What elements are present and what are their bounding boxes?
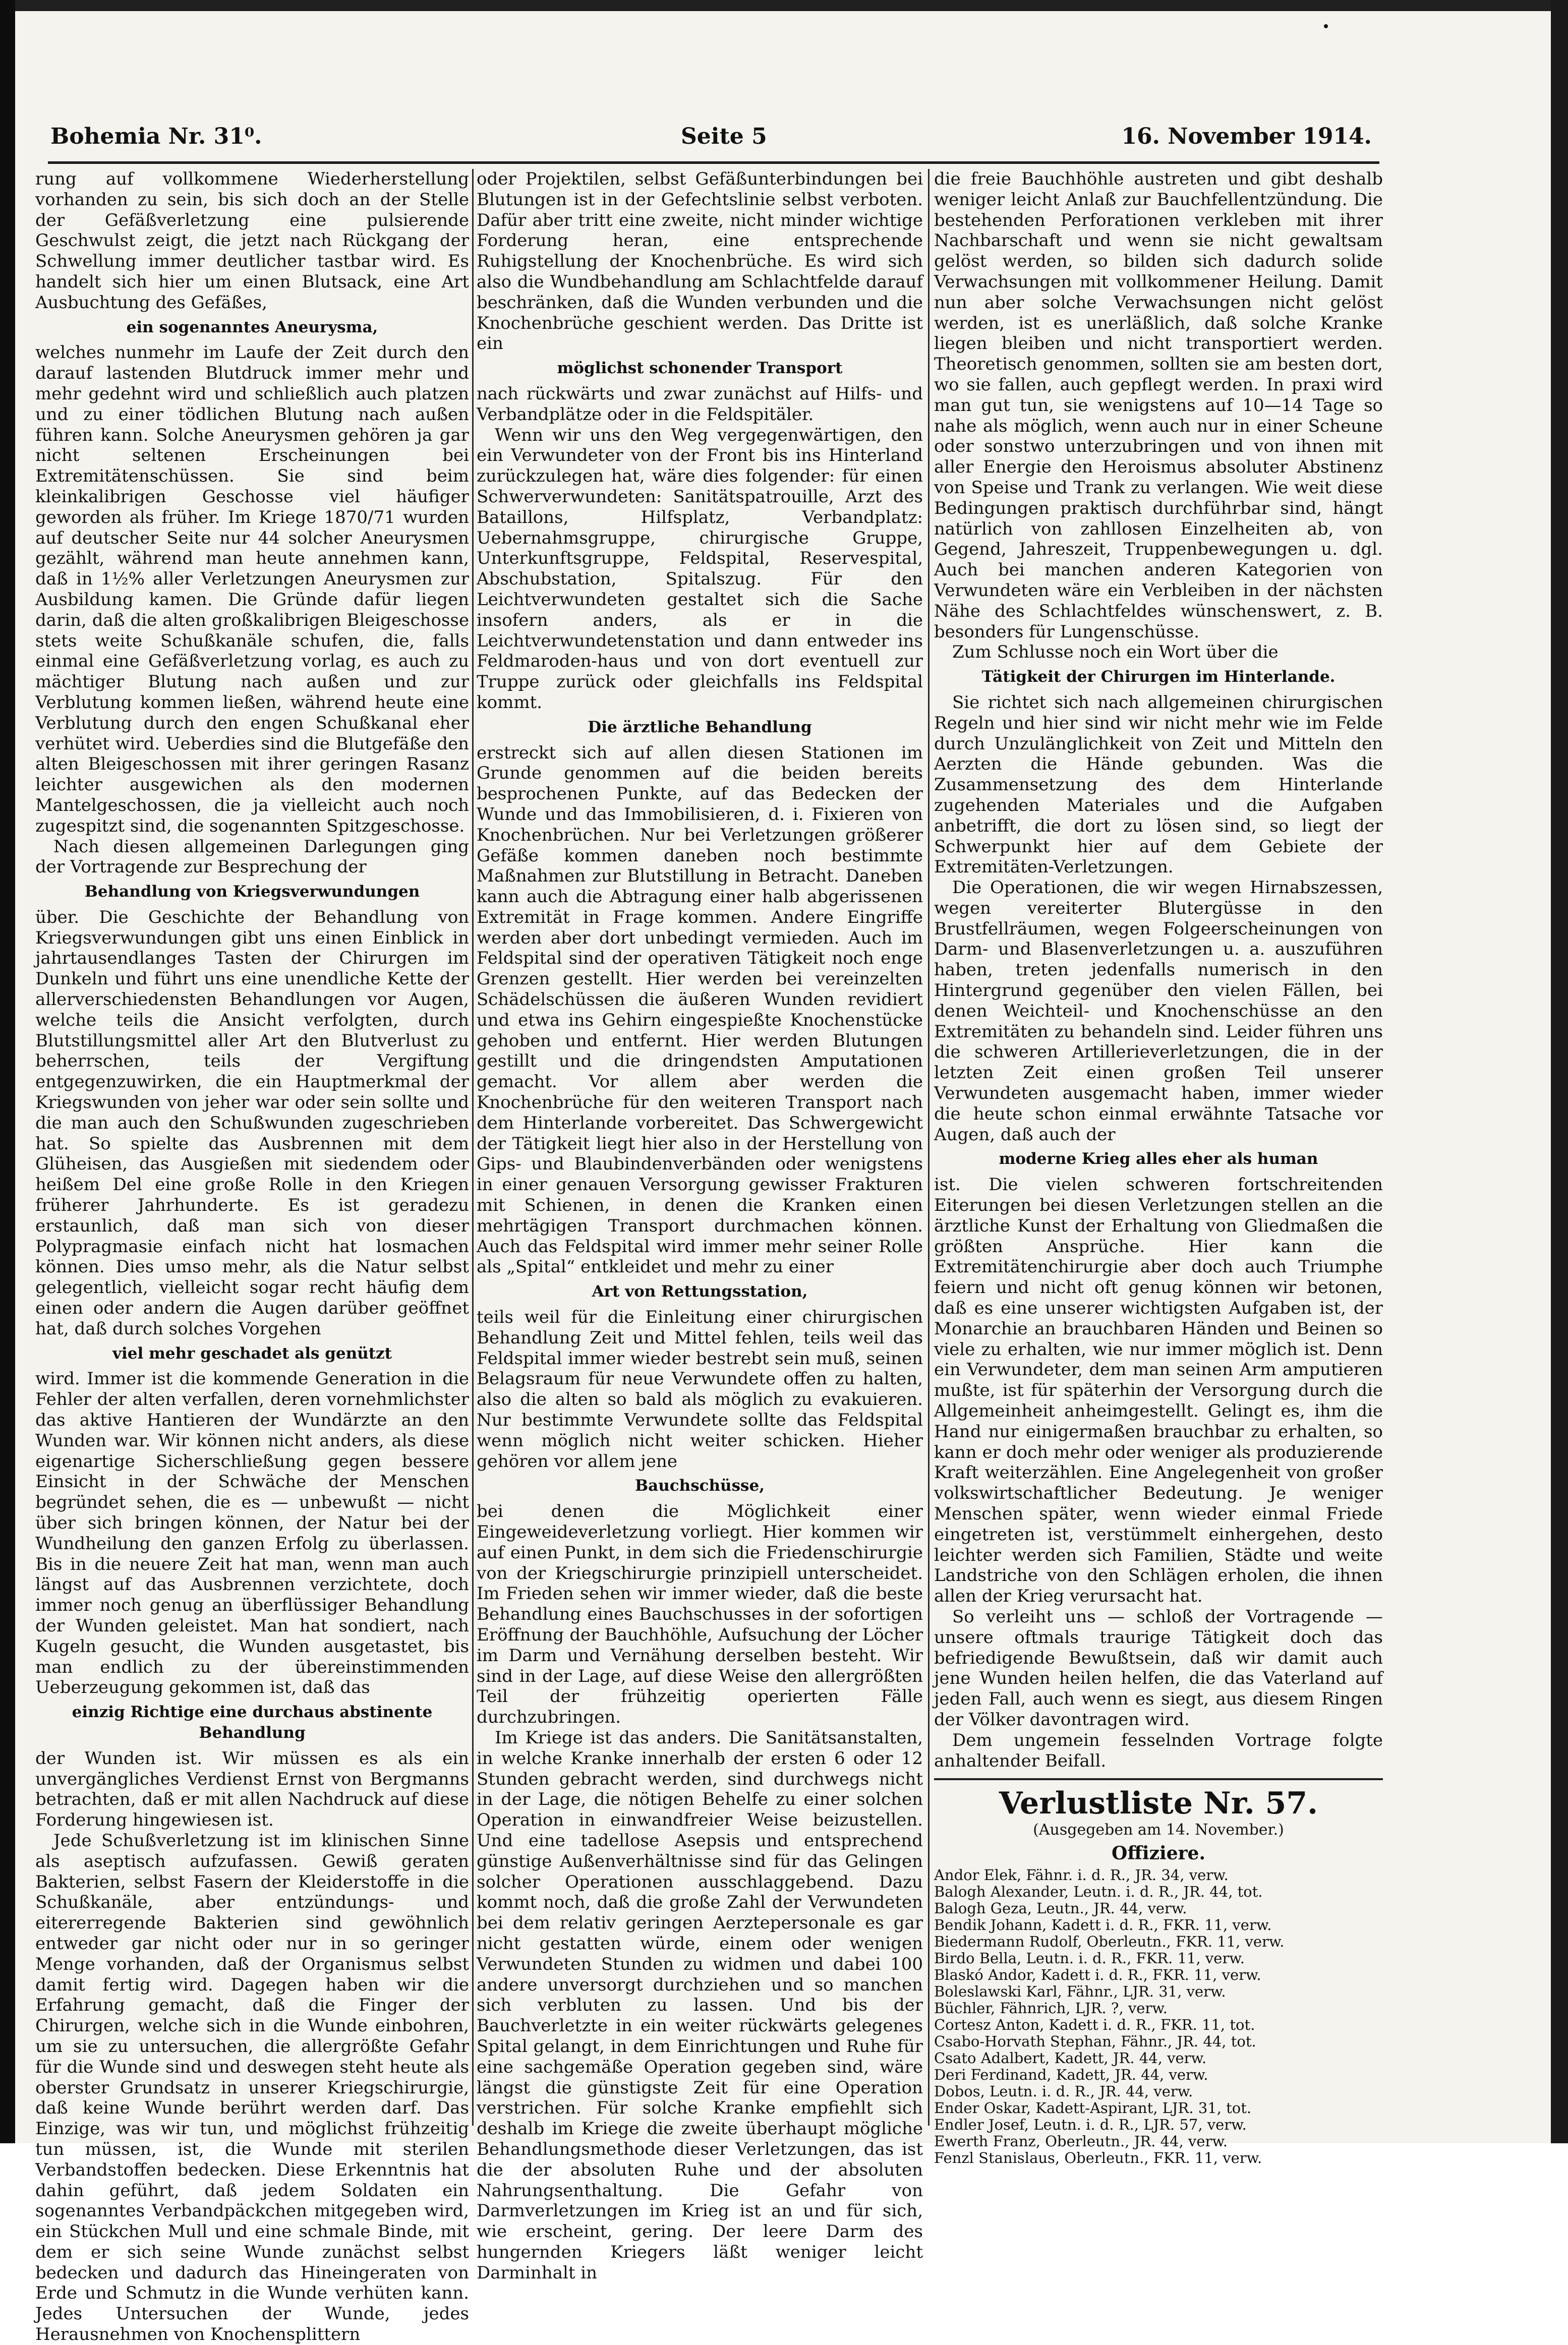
paragraph: nach rückwärts und zwar zunächst auf Hilfs- und Verbandplätze oder in die Feldspitäler. [477, 383, 923, 425]
subheading: Tätigkeit der Chirurgen im Hinterlande. [981, 668, 1335, 686]
paragraph: Sie richtet sich nach allgemeinen chirurgischen Regeln und hier sind wir nicht mehr wie im Felde durch Unzulänglichkeit von Zeit und Mitteln den Aerzten die Hände gebunden. Was die Zusammensetzung des dem Hinterlande zugehenden Materiales und die Aufgaben anbetrifft, die dort zu lösen sind, so liegt der Schwerpunkt hier auf dem Gebiete der Extremitäten-Verletzungen. [934, 692, 1383, 877]
page-number: Seite 5 [681, 124, 767, 149]
paragraph: Zum Schlusse noch ein Wort über die [952, 642, 1279, 663]
casualty-entry: Dobos, Leutn. i. d. R., JR. 44, verw. [934, 2083, 1193, 2100]
subheading: moderne Krieg alles eher als human [999, 1150, 1318, 1168]
subheading: Behandlung von Kriegsverwundungen [84, 883, 420, 901]
section-rule [934, 1778, 1383, 1780]
paragraph: Die Operationen, die wir wegen Hirnabszessen, wegen vereiterter Blutergüsse in den Brustfellräumen, wegen Folgeerscheinungen von Darm- und Blasenverletzungen u. a. auszuführen haben, treten jedenfalls numerisch in den Hintergrund gegenüber den vielen Fällen, bei denen Weichteil- und Knochenschüsse an den Extremitäten zu behandeln sind. Leider führen uns die schweren Artillerieverletzungen, die in der letzten Zeit einen großen Teil unserer Verwundeten ausgemacht haben, immer wieder die heute schon einmal erwähnte Tatsache vor Augen, daß auch der [934, 877, 1383, 1145]
scan-edge-right [1551, 0, 1568, 2143]
scan-edge-top [0, 0, 1568, 11]
paragraph: ist. Die vielen schweren fortschreitenden Eiterungen bei diesen Verletzungen stellen an die ärztliche Kunst der Erhaltung von Gliedmaßen die größten Ansprüche. Hier kann die Extremitätenchirurgie aber doch auch Triumphe feiern und nicht oft genug können wir betonen, daß es eine unserer wichtigsten Aufgaben ist, der Monarchie an brauchbaren Händen und Beinen so viele zu erhalten, wie nur immer möglich ist. Denn ein Verwundeter, dem man seinen Arm amputieren mußte, ist für späterhin der Versorgung durch die Allgemeinheit anheimgestellt. Gelingt es, ihm die Hand nur einigermaßen brauchbar zu erhalten, so kann er doch mehr oder weniger als produzierende Kraft weiterzählen. Eine Angelegenheit von großer volkswirtschaftlicher Bedeutung. Je weniger Menschen später, wenn wieder einmal Friede eingetreten ist, verstümmelt einhergehen, desto leichter werden sich Familien, Städte und weite Landstriche von den Schlägen erholen, die ihnen allen der Krieg verursacht hat. [934, 1175, 1383, 1607]
subheading: Art von Rettungsstation, [592, 1282, 808, 1301]
column-divider [928, 169, 930, 2126]
newspaper-issue: Bohemia Nr. 31⁰. [50, 124, 262, 149]
casualty-entry: Blaskó Andor, Kadett i. d. R., FKR. 11, verw. [934, 1966, 1261, 1984]
casualty-list-title: Verlustliste Nr. 57. [999, 1786, 1318, 1822]
paragraph: So verleiht uns — schloß der Vortragende — unsere oftmals traurige Tätigkeit doch das befriedigende Bewußtsein, daß wir damit auch jene Wunden heilen helfen, die das Vaterland auf jeden Fall, auch wenn es siegt, aus diesem Ringen der Völker davontragen wird. [934, 1606, 1383, 1730]
casualty-entry: Bendik Johann, Kadett i. d. R., FKR. 11, verw. [934, 1916, 1272, 1934]
casualty-entry: Csabo-Horvath Stephan, Fähnr., JR. 44, tot. [934, 2033, 1256, 2050]
paragraph: bei denen die Möglichkeit einer Eingeweideverletzung vorliegt. Hier kommen wir auf einen Punkt, in dem sich die Friedenschirurgie von der Kriegschirurgie prinzipiell unterscheidet. Im Frieden sehen wir immer wieder, daß die beste Behandlung eines Bauchschusses in der sofortigen Eröffnung der Bauchhöhle, Aufsuchung der Löcher im Darm und Vernähung derselben besteht. Wir sind in der Lage, auf diese Weise den allergrößten Teil der frühzeitig operierten Fälle durchzubringen. [477, 1501, 923, 1728]
scan-speck [1324, 24, 1328, 28]
casualty-entry: Birdo Bella, Leutn. i. d. R., FKR. 11, verw. [934, 1950, 1245, 1967]
subheading: viel mehr geschadet als genützt [112, 1344, 392, 1363]
casualty-list-subtitle: (Ausgegeben am 14. November.) [1033, 1821, 1284, 1839]
column-1 [35, 169, 469, 2345]
casualty-entry: Ender Oskar, Kadett-Aspirant, LJR. 31, tot. [934, 2099, 1252, 2117]
subheading: einzig Richtige eine durchaus abstinente Behandlung [72, 1703, 433, 1742]
casualty-entry: Andor Elek, Fähnr. i. d. R., JR. 34, verw. [934, 1866, 1229, 1884]
paragraph: über. Die Geschichte der Behandlung von Kriegsverwundungen gibt uns einen Einblick in jahrtausendlanges Tasten der Chirurgen im Dunkeln und führt uns eine unendliche Kette der allerverschiedensten Behandlungen vor Augen, welche teils die Ansicht verfolgten, durch Blutstillungsmittel aller Art den Blutverlust zu beherrschen, teils der Vergiftung entgegenzuwirken, die ein Hauptmerkmal der Kriegswunden von jeher war oder sein sollte und die man auch den Schußwunden zugeschrieben hat. So spielte das Ausbrennen mit dem Glüheisen, das Ausgießen mit siedendem oder heißem Del eine große Rolle in den Kriegen früherer Jahrhunderte. Es ist geradezu erstaunlich, daß man sich von dieser Polypragmasie einfach nicht hat losmachen können. Dies umso mehr, als die Natur selbst gelegentlich, vielleicht sogar recht häufig dem einen oder andern die Augen darüber geöffnet hat, daß durch solches Vorgehen [35, 907, 469, 1339]
casualty-entry: Deri Ferdinand, Kadett, JR. 44, verw. [934, 2066, 1208, 2084]
casualty-entry: Boleslawski Karl, Fähnr., LJR. 31, verw. [934, 1983, 1226, 2001]
paragraph: Dem ungemein fesselnden Vortrage folgte anhaltender Beifall. [934, 1730, 1383, 1771]
paragraph: welches nunmehr im Laufe der Zeit durch den darauf lastenden Blutdruck immer mehr und mehr gedehnt wird und schließlich auch platzen und zu einer tödlichen Blutung nach außen führen kann. Solche Aneurysmen gehören ja gar nicht seltenen Erscheinungen bei Extremitätenschüssen. Sie sind beim kleinkalibrigen Geschosse viel häufiger geworden als früher. Im Kriege 1870/71 wurden auf deutscher Seite nur 44 solcher Aneurysmen gezählt, während man heute annehmen kann, daß in 1½% aller Verletzungen Aneurysmen zur Ausbildung kamen. Die Gründe dafür liegen darin, daß die alten großkalibrigen Bleigeschosse stets weite Schußkanäle schufen, die, falls einmal eine Gefäßverletzung vorlag, es auch zu mächtiger Blutung nach außen und zur Verblutung kommen ließen, während heute eine Verblutung durch den engen Schußkanal eher verhütet wird. Ueberdies sind die Blutgefäße den alten Bleigeschossen mit ihrer geringen Rasanz leichter ausgewichen als den modernen Mantelgeschossen, die ja vielleicht auch noch zugespitzt sind, die sogenannten Spitzgeschosse. [35, 342, 469, 836]
paragraph: die freie Bauchhöhle austreten und gibt deshalb weniger leicht Anlaß zur Bauchfellentzündung. Die bestehenden Perforationen verkleben mit ihrer Nachbarschaft und wenn sie nicht gewaltsam gelöst werden, so bilden sich dadurch solide Verwachsungen mit vollkommener Heilung. Damit nun aber solche Verwachsungen nicht gelöst werden, ist es unerläßlich, daß solche Kranke liegen bleiben und nicht transportiert werden. Theoretisch genommen, sollten sie am besten dort, wo sie fallen, auch gepflegt werden. In praxi wird man gut tun, sie wenigstens auf 10—14 Tage so nahe als möglich, wenn auch nur in einer Scheune oder sonstwo unterzubringen und von ihnen mit aller Energie den Heroismus absoluter Abstinenz von Speise und Trank zu verlangen. Wie weit diese Bedingungen praktisch durchführbar sind, hängt natürlich von zahllosen Einzelheiten ab, von Gegend, Jahreszeit, Truppenbewegungen u. dgl. Auch bei manchen anderen Kategorien von Verwundeten wäre ein Verbleiben in der nächsten Nähe des Schlachtfeldes wünschenswert, z. B. besonders für Lungenschüsse. [934, 169, 1383, 642]
subheading: ein sogenanntes Aneurysma, [126, 318, 378, 336]
paragraph: der Wunden ist. Wir müssen es als ein unvergängliches Verdienst Ernst von Bergmanns betrachten, daß er mit allen Nachdruck auf diese Forderung hingewiesen ist. [35, 1748, 469, 1831]
subheading: möglichst schonender Transport [557, 359, 843, 378]
casualty-list-section-heading: Offiziere. [1111, 1843, 1205, 1864]
casualty-entry: Fenzl Stanislaus, Oberleutn., FKR. 11, verw. [934, 2149, 1262, 2167]
casualty-entry: Cortesz Anton, Kadett i. d. R., FKR. 11, tot. [934, 2016, 1255, 2034]
casualty-entry: Csato Adalbert, Kadett, JR. 44, verw. [934, 2049, 1207, 2067]
casualty-entry: Balogh Alexander, Leutn. i. d. R., JR. 44, tot. [934, 1883, 1263, 1901]
casualty-entry: Biedermann Rudolf, Oberleutn., FKR. 11, verw. [934, 1933, 1285, 1951]
casualty-entry: Büchler, Fähnrich, LJR. ?, verw. [934, 2000, 1168, 2017]
subheading: Bauchschüsse, [634, 1477, 765, 1495]
paragraph: Jede Schußverletzung ist im klinischen Sinne als aseptisch aufzufassen. Gewiß geraten Bakterien, selbst Fasern der Kleiderstoffe in die Schußkanäle, aber entzündungs- und eitererregende Bakterien sind gewöhnlich entweder gar nicht oder nur in so geringer Menge vorhanden, daß der Organismus selbst damit fertig wird. Dagegen haben wir die Erfahrung gemacht, daß die Finger der Chirurgen, welche sich in die Wunde einbohren, um sie zu untersuchen, die allergrößte Gefahr für die Wunde sind und deswegen steht heute als oberster Grundsatz in unserer Kriegschirurgie, daß keine Wunde berührt werden darf. Das Einzige, was wir tun, und möglichst frühzeitig tun müssen, ist, die Wunde mit sterilen Verbandstoffen bedecken. Diese Erkenntnis hat dahin geführt, daß jedem Soldaten ein sogenanntes Verbandpäckchen mitgegeben wird, ein Stückchen Mull und eine schmale Binde, mit dem er sich seine Wunde zunächst selbst bedecken und dadurch das Hineingeraten von Erde und Schmutz in die Wunde verhüten kann. Jedes Untersuchen der Wunde, jedes Herausnehmen von Knochensplittern [35, 1830, 469, 2345]
paragraph: teils weil für die Einleitung einer chirurgischen Behandlung Zeit und Mittel fehlen, teils weil das Feldspital immer wieder bestrebt sein muß, seinen Belagsraum für neue Verwundete offen zu halten, also die alten so bald als möglich zu evakuieren. Nur bestimmte Verwundete sollte das Feldspital wenn möglich nicht weiter schicken. Hieher gehören vor allem jene [477, 1307, 923, 1472]
header-rule [48, 161, 1379, 164]
casualty-entry: Balogh Geza, Leutn., JR. 44, verw. [934, 1900, 1187, 1917]
subheading: Die ärztliche Behandlung [588, 718, 812, 736]
casualty-list [934, 1867, 1383, 2166]
column-divider [472, 169, 474, 2126]
column-3 [934, 169, 1383, 2167]
scan-edge-left [0, 0, 15, 2143]
paragraph: Wenn wir uns den Weg vergegenwärtigen, den ein Verwundeter von der Front bis ins Hinterland zurückzulegen hat, wäre dies folgender: für einen Schwerverwundeten: Sanitätspatrouille, Arzt des Bataillons, Hilfsplatz, Verbandplatz: Uebernahmsgruppe, chirurgische Gruppe, Unterkunftsgruppe, Feldspital, Reservespital, Abschubstation, Spitalszug. Für den Leichtverwundeten gestaltet sich die Sache insofern anders, als er in die Leichtverwundetenstation und dann entweder ins Feldmaroden-haus und von dort eventuell zur Truppe zurück oder gleichfalls ins Feldspital kommt. [477, 425, 923, 713]
paragraph: Im Kriege ist das anders. Die Sanitätsanstalten, in welche Kranke innerhalb der ersten 6 oder 12 Stunden gebracht werden, sind durchwegs nicht in der Lage, die nötigen Behelfe zu einer solchen Operation in einwandfreier Weise beizustellen. Und eine tadellose Asepsis und entsprechend günstige Außenverhältnisse sind für das Gelingen solcher Operationen ausschlaggebend. Dazu kommt noch, daß die große Zahl der Verwundeten bei dem relativ geringen Aerztepersonale es gar nicht gestatten würde, einem oder wenigen Verwundeten Stunden zu widmen und dabei 100 andere unversorgt durchziehen und so manchen sich verbluten zu lassen. Und bis der Bauchverletzte in ein weiter rückwärts gelegenes Spital gelangt, in dem Einrichtungen und Ruhe für eine sachgemäße Operation gegeben sind, wäre längst die günstigste Zeit für eine Operation verstrichen. Für solche Kranke empfiehlt sich deshalb im Kriege die zweite überhaupt mögliche Behandlungsmethode dieser Verletzungen, das ist die der absoluten Ruhe und der absoluten Nahrungsenthaltung. Die Gefahr von Darmverletzungen im Krieg ist an und für sich, wie erscheint, gering. Der leere Darm des hungernden Kriegers läßt weniger leicht Darminhalt in [477, 1727, 923, 2283]
paragraph: rung auf vollkommene Wiederherstellung vorhanden zu sein, bis sich doch an der Stelle der Gefäßverletzung eine pulsierende Geschwulst zeigt, die jetzt nach Rückgang der Schwellung immer deutlicher tastbar wird. Es handelt sich hier um einen Blutsack, eine Art Ausbuchtung des Gefäßes, [35, 169, 469, 313]
issue-date: 16. November 1914. [1121, 124, 1372, 149]
casualty-entry: Ewerth Franz, Oberleutn., JR. 44, verw. [934, 2133, 1228, 2150]
paragraph: oder Projektilen, selbst Gefäßunterbindungen bei Blutungen ist in der Gefechtslinie selbst verboten. Dafür aber tritt eine zweite, nicht minder wichtige Forderung heran, eine entsprechende Ruhigstellung der Knochenbrüche. Es wird sich also die Wundbehandlung am Schlachtfelde darauf beschränken, daß die Wunden verbunden und die Knochenbrüche geschient werden. Das Dritte ist ein [477, 169, 923, 354]
page-header [50, 124, 1372, 154]
paragraph: erstreckt sich auf allen diesen Stationen im Grunde genommen auf die beiden bereits besprochenen Punkte, auf das Bedecken der Wunde und das Immobilisieren, d. i. Fixieren von Knochenbrüchen. Nur bei Verletzungen größerer Gefäße kommen daneben noch bestimmte Maßnahmen zur Blutstillung in Betracht. Daneben kann auch die Abtragung einer halb abgerissenen Extremität in Frage kommen. Andere Eingriffe werden aber dort unbedingt vermieden. Auch im Feldspital sind der operativen Tätigkeit noch enge Grenzen gestellt. Hier werden bei vereinzelten Schädelschüssen die äußeren Wunden revidiert und etwa ins Gehirn eingespießte Knochenstücke gehoben und entfernt. Hier werden Blutungen gestillt und die dringendsten Amputationen gemacht. Vor allem aber werden die Knochenbrüche für den weiteren Transport nach dem Hinterlande vorbereitet. Das Schwergewicht der Tätigkeit liegt hier also in der Herstellung von Gips- und Blaubindenverbänden oder wenigstens in einer genauen Versorgung gewisser Frakturen mit Schienen, in denen die Kranken einen mehrtägigen Transport durchmachen können. Auch das Feldspital wird immer mehr seiner Rolle als „Spital“ entkleidet und mehr zu einer [477, 742, 923, 1277]
paragraph: wird. Immer ist die kommende Generation in die Fehler der alten verfallen, deren vornehmlichster das aktive Hantieren der Wundärzte an den Wunden war. Wir können nicht anders, als diese eigenartige Sicherschließung gegen bessere Einsicht in der Schwäche der Menschen begründet sehen, die es — unbewußt — nicht über sich bringen können, der Natur bei der Wundheilung den ganzen Erfolg zu überlassen. Bis in die neuere Zeit hat man, wenn man auch längst auf das Ausbrennen verzichtete, doch immer noch genug an überflüssiger Behandlung der Wunden geleistet. Man hat sondiert, nach Kugeln gesucht, die Wunden ausgetastet, bis man endlich zu der übereinstimmenden Ueberzeugung gekommen ist, daß das [35, 1369, 469, 1698]
paragraph: Nach diesen allgemeinen Darlegungen ging der Vortragende zur Besprechung der [35, 836, 469, 877]
column-2 [477, 169, 923, 2283]
casualty-entry: Endler Josef, Leutn. i. d. R., LJR. 57, verw. [934, 2116, 1247, 2134]
